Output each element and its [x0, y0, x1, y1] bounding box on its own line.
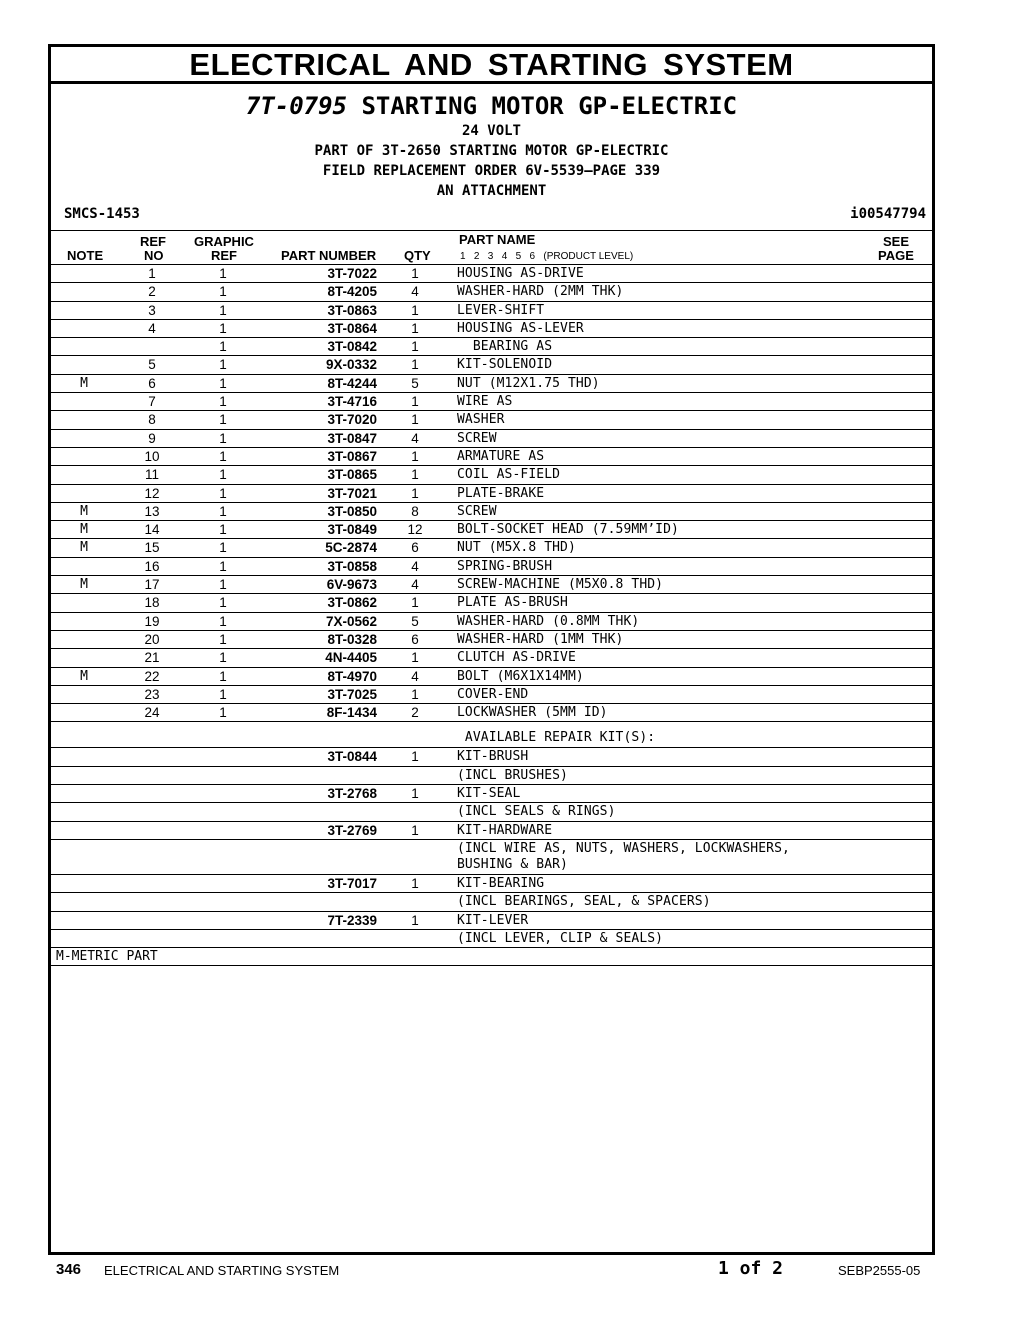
graphic-ref-cell: 1 [219, 284, 227, 300]
part-name-cell: (INCL SEALS & RINGS) [457, 804, 616, 820]
note-cell: M [80, 375, 88, 391]
ref-no-cell: 13 [144, 503, 160, 519]
kit-row [51, 803, 932, 821]
qty-cell: 1 [411, 650, 419, 666]
col-product-levels: 1 2 3 4 5 6 (PRODUCT LEVEL) [460, 251, 634, 262]
kit-row [51, 767, 932, 785]
part-name-cell: COIL AS-FIELD [457, 467, 561, 483]
part-number-cell: 3T-4716 [327, 394, 377, 410]
kit-row [51, 840, 932, 875]
graphic-ref-cell: 1 [219, 595, 227, 611]
table-row [51, 411, 932, 429]
ref-no-cell: 1 [148, 266, 156, 281]
illustration-id: i00547794 [850, 206, 926, 222]
graphic-ref-cell: 1 [219, 668, 227, 684]
part-name-cell: KIT-HARDWARE [457, 822, 553, 838]
col-graphic-bottom: REF [211, 248, 237, 263]
parts-table [51, 265, 932, 966]
table-row [51, 613, 932, 631]
table-row [51, 375, 932, 393]
qty-cell: 4 [411, 284, 419, 300]
part-name-cell: NUT (M5X.8 THD) [457, 540, 576, 556]
part-number-cell: 3T-2769 [327, 822, 377, 838]
metric-footnote: M-METRIC PART [56, 949, 158, 965]
part-number-cell: 3T-0858 [327, 558, 377, 574]
page-frame [48, 44, 935, 1255]
ref-no-cell: 14 [144, 522, 160, 538]
qty-cell: 1 [411, 912, 419, 928]
part-number-cell: 3T-7025 [327, 686, 377, 702]
part-name-cell: HOUSING AS-DRIVE [457, 266, 584, 281]
graphic-ref-cell: 1 [219, 558, 227, 574]
part-number-cell: 3T-0849 [327, 522, 377, 538]
sheet-indicator: 1 of 2 [718, 1258, 784, 1279]
part-name-cell: LEVER-SHIFT [457, 302, 545, 318]
part-name-cell: WASHER-HARD (0.8MM THK) [457, 613, 640, 629]
ref-no-cell: 20 [144, 631, 160, 647]
kits-heading: AVAILABLE REPAIR KIT(S): [457, 730, 656, 746]
ref-no-cell: 7 [148, 394, 156, 410]
part-name-cell: SPRING-BRUSH [457, 558, 553, 574]
ref-no-cell: 11 [144, 467, 159, 483]
part-number-cell: 3T-0850 [327, 503, 377, 519]
part-number-cell: 3T-0865 [327, 467, 377, 483]
qty-cell: 1 [411, 320, 419, 336]
table-row [51, 594, 932, 612]
ref-no-cell: 19 [144, 613, 160, 629]
footnote-row [51, 948, 932, 966]
kits-heading-row [51, 722, 932, 748]
table-row [51, 448, 932, 466]
col-part-name: PART NAME [459, 232, 536, 247]
table-row [51, 466, 932, 484]
graphic-ref-cell: 1 [219, 339, 227, 355]
part-number-cell: 3T-0867 [327, 448, 377, 464]
part-name-cell: WASHER-HARD (2MM THK) [457, 284, 624, 300]
part-number-cell: 3T-2768 [327, 786, 377, 802]
ref-no-cell: 23 [144, 686, 160, 702]
part-name-cell: LOCKWASHER (5MM ID) [457, 705, 608, 721]
qty-cell: 5 [411, 613, 419, 629]
document-number: SEBP2555-05 [838, 1263, 921, 1278]
ref-no-cell: 5 [148, 357, 156, 373]
table-row [51, 356, 932, 374]
graphic-ref-cell: 1 [219, 430, 227, 446]
group-part-number: 7T-0795 [245, 92, 347, 120]
ref-no-cell: 2 [148, 284, 156, 300]
note-cell: M [80, 503, 88, 519]
graphic-ref-cell: 1 [219, 412, 227, 428]
table-row [51, 393, 932, 411]
table-row [51, 576, 932, 594]
part-number-cell: 3T-7022 [327, 266, 377, 281]
table-row [51, 283, 932, 301]
note-cell: M [80, 540, 88, 556]
table-row [51, 704, 932, 722]
table-row [51, 631, 932, 649]
qty-cell: 2 [411, 705, 419, 721]
part-name-cell: KIT-SOLENOID [457, 357, 553, 373]
part-name-cell: (INCL LEVER, CLIP & SEALS) [457, 930, 664, 946]
ref-no-cell: 10 [144, 448, 160, 464]
col-graphic-top: GRAPHIC [194, 234, 254, 249]
part-name-cell: SCREW [457, 503, 497, 519]
part-number-cell: 3T-0864 [327, 320, 377, 336]
graphic-ref-cell: 1 [219, 394, 227, 410]
part-name-cell: BEARING AS [457, 339, 553, 355]
table-row [51, 521, 932, 539]
qty-cell: 1 [411, 686, 419, 702]
column-headers [51, 230, 932, 265]
graphic-ref-cell: 1 [219, 266, 227, 281]
qty-cell: 1 [411, 875, 419, 891]
ref-no-cell: 6 [148, 375, 156, 391]
table-row [51, 302, 932, 320]
col-ref-top: REF [140, 234, 166, 249]
ref-no-cell: 8 [148, 412, 156, 428]
part-number-cell: 3T-0847 [327, 430, 377, 446]
footer-section: ELECTRICAL AND STARTING SYSTEM [104, 1263, 340, 1278]
col-see-bottom: PAGE [878, 248, 914, 263]
part-number-cell: 6V-9673 [326, 577, 377, 593]
part-name-cell: NUT (M12X1.75 THD) [457, 375, 600, 391]
graphic-ref-cell: 1 [219, 522, 227, 538]
group-title [51, 84, 932, 121]
part-number-cell: 3T-0862 [327, 595, 377, 611]
table-row [51, 430, 932, 448]
note-cell: M [80, 577, 88, 593]
part-number-cell: 8T-4970 [327, 668, 377, 684]
table-row [51, 668, 932, 686]
part-number-cell: 4N-4405 [325, 650, 377, 666]
qty-cell: 8 [411, 503, 419, 519]
graphic-ref-cell: 1 [219, 613, 227, 629]
subtitle-part-of: PART OF 3T-2650 STARTING MOTOR GP-ELECTRIC [314, 143, 669, 159]
part-name-cell: SCREW-MACHINE (M5X0.8 THD) [457, 577, 664, 593]
part-name-cell: WASHER [457, 412, 505, 428]
qty-cell: 1 [411, 595, 419, 611]
ref-no-cell: 9 [148, 430, 156, 446]
part-number-cell: 7X-0562 [325, 613, 377, 629]
group-name: STARTING MOTOR GP-ELECTRIC [361, 92, 738, 120]
part-name-cell: KIT-LEVER [457, 912, 529, 928]
col-qty: QTY [404, 248, 431, 263]
part-name-cell: SCREW [457, 430, 497, 446]
qty-cell: 6 [411, 540, 419, 556]
part-name-cell: PLATE AS-BRUSH [457, 595, 568, 611]
table-row [51, 686, 932, 704]
ref-no-cell: 22 [144, 668, 160, 684]
col-see-top: SEE [883, 234, 910, 249]
group-header [51, 84, 932, 230]
part-name-cell: WASHER-HARD (1MM THK) [457, 631, 624, 647]
qty-cell: 1 [411, 467, 419, 483]
part-number-cell: 3T-0844 [327, 749, 377, 765]
graphic-ref-cell: 1 [219, 357, 227, 373]
table-row [51, 265, 932, 283]
graphic-ref-cell: 1 [219, 320, 227, 336]
ref-no-cell: 12 [144, 485, 160, 501]
qty-cell: 1 [411, 448, 419, 464]
col-part-number: PART NUMBER [281, 248, 377, 263]
ref-no-cell: 3 [148, 302, 156, 318]
qty-cell: 1 [411, 394, 419, 410]
ref-no-cell: 18 [144, 595, 160, 611]
qty-cell: 1 [411, 357, 419, 373]
ref-no-cell: 21 [144, 650, 160, 666]
part-number-cell: 8T-4244 [327, 375, 377, 391]
graphic-ref-cell: 1 [219, 503, 227, 519]
subtitle-attachment: AN ATTACHMENT [436, 183, 547, 199]
page-number: 346 [56, 1261, 82, 1278]
part-number-cell: 7T-2339 [327, 912, 377, 928]
smcs-code: SMCS-1453 [64, 206, 140, 222]
part-number-cell: 3T-0842 [327, 339, 377, 355]
kit-row [51, 912, 932, 930]
part-number-cell: 5C-2874 [325, 540, 377, 556]
part-name-cell: CLUTCH AS-DRIVE [457, 650, 576, 666]
qty-cell: 1 [411, 822, 419, 838]
qty-cell: 4 [411, 558, 419, 574]
part-number-cell: 3T-7021 [327, 485, 377, 501]
ref-no-cell: 4 [148, 320, 156, 336]
part-name-cell: (INCL BRUSHES) [457, 767, 568, 783]
table-row [51, 503, 932, 521]
section-banner: ELECTRICAL AND STARTING SYSTEM [51, 47, 932, 84]
qty-cell: 1 [411, 786, 419, 802]
qty-cell: 1 [411, 339, 419, 355]
part-number-cell: 3T-0863 [327, 302, 377, 318]
qty-cell: 1 [411, 412, 419, 428]
ref-no-cell: 15 [144, 540, 160, 556]
qty-cell: 1 [411, 302, 419, 318]
graphic-ref-cell: 1 [219, 705, 227, 721]
ref-no-cell: 16 [144, 558, 160, 574]
note-cell: M [80, 522, 88, 538]
part-number-cell: 8T-0328 [327, 631, 377, 647]
qty-cell: 1 [411, 485, 419, 501]
graphic-ref-cell: 1 [219, 650, 227, 666]
part-number-cell: 3T-7020 [327, 412, 377, 428]
qty-cell: 4 [411, 430, 419, 446]
table-row [51, 320, 932, 338]
table-row [51, 558, 932, 576]
qty-cell: 1 [411, 749, 419, 765]
kit-row [51, 930, 932, 948]
part-name-cell: (INCL BEARINGS, SEAL, & SPACERS) [457, 894, 711, 910]
part-name-cell: ARMATURE AS [457, 448, 545, 464]
part-name-cell: PLATE-BRAKE [457, 485, 545, 501]
page-footer [0, 1258, 1020, 1282]
graphic-ref-cell: 1 [219, 375, 227, 391]
part-number-cell: 9X-0332 [325, 357, 377, 373]
table-row [51, 539, 932, 557]
kit-row [51, 822, 932, 840]
part-name-cell: BOLT (M6X1X14MM) [457, 668, 584, 684]
ref-no-cell: 24 [144, 705, 160, 721]
part-name-cell: KIT-SEAL [457, 786, 521, 802]
part-number-cell: 8T-4205 [327, 284, 377, 300]
part-name-cell: COVER-END [457, 686, 529, 702]
part-name-cell: KIT-BEARING [457, 875, 545, 891]
part-name-cell: HOUSING AS-LEVER [457, 320, 584, 336]
graphic-ref-cell: 1 [219, 448, 227, 464]
table-row [51, 649, 932, 667]
graphic-ref-cell: 1 [219, 467, 227, 483]
part-name-cell: BOLT-SOCKET HEAD (7.59MM’ID) [457, 522, 679, 538]
qty-cell: 4 [411, 577, 419, 593]
part-number-cell: 3T-7017 [327, 875, 377, 891]
note-cell: M [80, 668, 88, 684]
graphic-ref-cell: 1 [219, 686, 227, 702]
kit-row [51, 893, 932, 911]
kit-row [51, 748, 932, 766]
graphic-ref-cell: 1 [219, 485, 227, 501]
ref-no-cell: 17 [144, 577, 160, 593]
col-note: NOTE [67, 248, 104, 263]
part-name-cell: WIRE AS [457, 394, 513, 410]
graphic-ref-cell: 1 [219, 540, 227, 556]
qty-cell: 4 [411, 668, 419, 684]
graphic-ref-cell: 1 [219, 631, 227, 647]
qty-cell: 12 [407, 522, 423, 538]
kit-row [51, 875, 932, 893]
part-name-cell: KIT-BRUSH [457, 749, 529, 765]
table-row [51, 338, 932, 356]
part-number-cell: 8F-1434 [326, 705, 377, 721]
qty-cell: 1 [411, 266, 419, 281]
graphic-ref-cell: 1 [219, 302, 227, 318]
subtitle-voltage: 24 VOLT [461, 123, 521, 139]
graphic-ref-cell: 1 [219, 577, 227, 593]
table-row [51, 485, 932, 503]
part-name-cell: (INCL WIRE AS, NUTS, WASHERS, LOCKWASHERS, BUSHING & BAR) [457, 840, 790, 872]
qty-cell: 6 [411, 631, 419, 647]
subtitle-field-order: FIELD REPLACEMENT ORDER 6V-5539—PAGE 339 [322, 163, 661, 179]
kit-row [51, 785, 932, 803]
col-ref-bottom: NO [144, 248, 164, 263]
qty-cell: 5 [411, 375, 419, 391]
